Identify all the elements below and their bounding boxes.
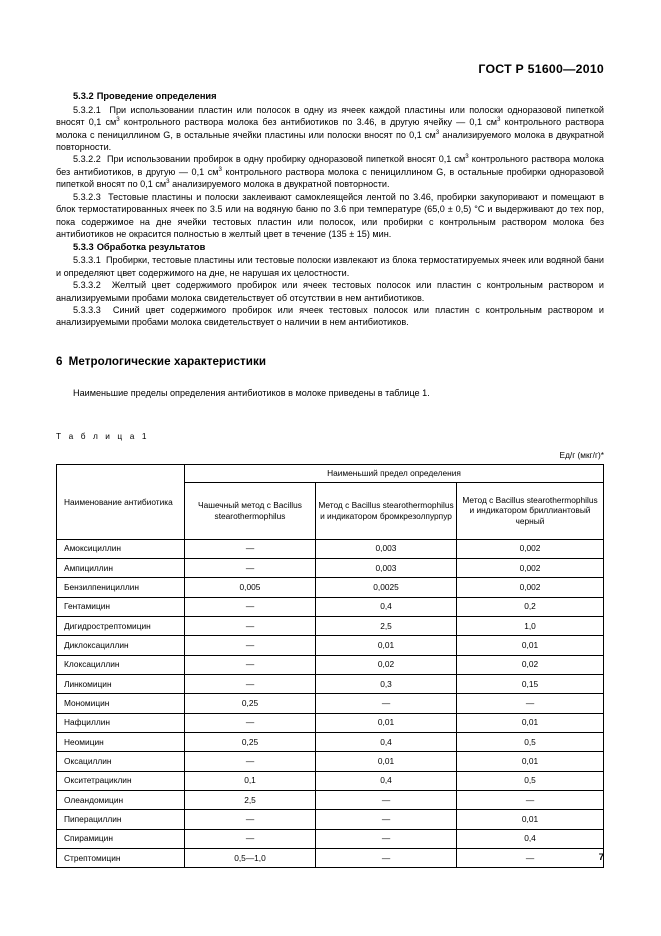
cell-antibiotic-name: Стрептомицин <box>57 849 185 868</box>
cell-detection-limit-3: 0,01 <box>457 713 604 732</box>
cell-detection-limit-2: — <box>316 791 457 810</box>
cell-detection-limit-1: — <box>185 616 316 635</box>
cell-detection-limit-3: 0,002 <box>457 539 604 558</box>
cell-detection-limit-3: 0,01 <box>457 752 604 771</box>
table-row <box>57 829 604 848</box>
cell-detection-limit-1: — <box>185 752 316 771</box>
paragraph-5-3-2-2 <box>56 153 604 190</box>
cell-detection-limit-1: — <box>185 636 316 655</box>
table-row <box>57 694 604 713</box>
cell-detection-limit-3: 0,5 <box>457 733 604 752</box>
heading-5-3-2 <box>56 90 604 104</box>
cell-antibiotic-name: Линкомицин <box>57 675 185 694</box>
table-row <box>57 597 604 616</box>
cell-detection-limit-1: — <box>185 597 316 616</box>
paragraph-5-3-2-3-text: Тестовые пластины и полоски заклеивают самоклеящейся лентой по 3.46, пробирки закупоривают и помещают в блок термостатированных ячеек по 3.5 или на водяную баню по 3.6 при температуре (65,0 ± 0,5) °С и выдерживают до тех пор, пока содержимое на дне ячейки тестовых пластин или полосок, или пробирки с контрольным раствором молока без антибиотиков не окрасится полностью в желтый цвет в течение (135 ± 15) мин. <box>56 191 604 240</box>
cell-antibiotic-name: Окситетрациклин <box>57 771 185 790</box>
body-text-block <box>56 90 604 399</box>
cell-detection-limit-2: 0,02 <box>316 655 457 674</box>
table-row <box>57 655 604 674</box>
cell-detection-limit-2: — <box>316 829 457 848</box>
cell-detection-limit-1: — <box>185 655 316 674</box>
table-row <box>57 558 604 577</box>
column-header-cup-method: Чашечный метод с Bacillus stearothermophilus <box>185 482 316 539</box>
page-content <box>56 0 604 936</box>
cell-detection-limit-3: 0,002 <box>457 558 604 577</box>
paragraph-5-3-3-1 <box>56 254 604 279</box>
cell-detection-limit-2: — <box>316 694 457 713</box>
cell-detection-limit-2: — <box>316 849 457 868</box>
page-number: 7 <box>598 852 604 863</box>
cell-detection-limit-3: — <box>457 694 604 713</box>
column-header-brilliant-black-method: Метод с Bacillus stearothermophilus и индикатором бриллиантовый черный <box>457 482 604 539</box>
cell-detection-limit-3: 0,01 <box>457 636 604 655</box>
paragraph-5-3-2-3 <box>56 191 604 241</box>
superscript-cubic-3: 3 <box>435 128 440 136</box>
paragraph-5-3-3-1-text: Пробирки, тестовые пластины или тестовые полоски извлекают из блока термостатируемых ячеек или водяной бани и определяют цвет содержимого на дне, не нарушая их целостности. <box>56 255 604 278</box>
paragraph-5-3-3-3 <box>56 304 604 329</box>
cell-antibiotic-name: Амоксициллин <box>57 539 185 558</box>
superscript-cubic-4: 3 <box>465 153 469 161</box>
table-units-note: Ед/г (мкг/г)* <box>559 450 604 460</box>
cell-detection-limit-2: 0,0025 <box>316 578 457 597</box>
cell-detection-limit-3: — <box>457 791 604 810</box>
superscript-cubic-1: 3 <box>116 116 120 124</box>
paragraph-5-3-3-3-text: Синий цвет содержимого пробирок или ячеек тестовых полосок или пластин с контрольным раствором и анализируемыми пробами молока свидетельствует о наличии в нем антибиотиков. <box>56 304 604 328</box>
heading-clause-6-title: Метрологические характеристики <box>68 354 267 368</box>
cell-detection-limit-3: 0,5 <box>457 771 604 790</box>
paragraph-5-3-2-2-part-c: контрольного раствора молока с пенициллином G, в остальные пробирки одноразовой пипеткой вносят по 0,1 см <box>56 166 604 190</box>
cell-detection-limit-2: 2,5 <box>316 616 457 635</box>
heading-5-3-3-number: 5.3.3 <box>73 241 94 252</box>
paragraph-5-3-2-1-part-a: При использовании пластин или полосок в одну из ячеек каждой пластины или полоски одноразовой пипеткой вносят 0,1 см <box>56 104 604 128</box>
running-header-standard-number: ГОСТ Р 51600—2010 <box>478 62 604 76</box>
cell-detection-limit-2: 0,003 <box>316 539 457 558</box>
table-row <box>57 771 604 790</box>
cell-detection-limit-1: 0,5—1,0 <box>185 849 316 868</box>
cell-antibiotic-name: Дигидрострептомицин <box>57 616 185 635</box>
table-row <box>57 752 604 771</box>
superscript-cubic-2: 3 <box>497 116 501 124</box>
cell-detection-limit-3: 0,2 <box>457 597 604 616</box>
cell-detection-limit-1: — <box>185 558 316 577</box>
cell-detection-limit-1: — <box>185 539 316 558</box>
cell-detection-limit-3: 0,4 <box>457 829 604 848</box>
cell-detection-limit-2: 0,003 <box>316 558 457 577</box>
cell-detection-limit-2: 0,4 <box>316 771 457 790</box>
paragraph-5-3-2-1-part-c: контрольного раствора молока с пенициллином G, в остальные ячейки пластины или полоски вносят по 0,1 см <box>56 117 604 140</box>
heading-5-3-2-text: Проведение определения <box>96 91 217 101</box>
cell-antibiotic-name: Ампициллин <box>57 558 185 577</box>
heading-5-3-3 <box>56 241 604 255</box>
cell-detection-limit-3: 0,15 <box>457 675 604 694</box>
table-row <box>57 616 604 635</box>
table-header <box>57 465 604 540</box>
table-row <box>57 578 604 597</box>
cell-antibiotic-name: Нафциллин <box>57 713 185 732</box>
table-row <box>57 636 604 655</box>
cell-detection-limit-2: 0,4 <box>316 733 457 752</box>
superscript-cubic-5: 3 <box>218 165 222 173</box>
paragraph-5-3-2-1-part-d: анализируемого молока в двукратной повторности. <box>56 129 604 152</box>
heading-clause-6 <box>56 355 604 368</box>
cell-detection-limit-1: — <box>185 713 316 732</box>
table-row <box>57 791 604 810</box>
paragraph-5-3-2-2-part-a: При использовании пробирок в одну пробирку одноразовой пипеткой вносят 0,1 см <box>106 154 466 165</box>
paragraph-5-3-3-2 <box>56 279 604 304</box>
cell-detection-limit-1: — <box>185 810 316 829</box>
paragraph-5-3-3-1-number: 5.3.3.1 <box>73 255 101 266</box>
paragraph-5-3-2-2-part-d: анализируемого молока в двукратной повторности. <box>169 179 390 190</box>
heading-5-3-3-text: Обработка результатов <box>96 241 206 252</box>
heading-clause-6-number: 6 <box>56 354 63 368</box>
cell-antibiotic-name: Пиперациллин <box>57 810 185 829</box>
cell-detection-limit-1: 0,25 <box>185 694 316 713</box>
heading-5-3-2-number: 5.3.2 <box>73 91 94 101</box>
cell-detection-limit-1: 0,005 <box>185 578 316 597</box>
paragraph-5-3-2-3-number: 5.3.2.3 <box>73 191 101 202</box>
cell-detection-limit-3: — <box>457 849 604 868</box>
cell-antibiotic-name: Клоксациллин <box>57 655 185 674</box>
cell-detection-limit-2: 0,01 <box>316 713 457 732</box>
cell-antibiotic-name: Неомицин <box>57 733 185 752</box>
cell-antibiotic-name: Мономицин <box>57 694 185 713</box>
cell-detection-limit-2: 0,4 <box>316 597 457 616</box>
table-row <box>57 810 604 829</box>
column-header-antibiotic-name: Наименование антибиотика <box>57 465 185 540</box>
cell-antibiotic-name: Оксациллин <box>57 752 185 771</box>
table-row <box>57 849 604 868</box>
paragraph-5-3-2-2-number: 5.3.2.2 <box>73 154 101 165</box>
paragraph-5-3-2-1 <box>56 104 604 154</box>
cell-detection-limit-3: 0,002 <box>457 578 604 597</box>
superscript-cubic-6: 3 <box>166 178 170 186</box>
cell-detection-limit-3: 0,01 <box>457 810 604 829</box>
paragraph-5-3-2-2-part-b: контрольного раствора молока без антибиотиков, в другую — 0,1 см <box>56 154 604 177</box>
table-caption: Т а б л и ц а 1 <box>56 431 150 441</box>
table-body <box>57 539 604 868</box>
cell-detection-limit-2: 0,01 <box>316 636 457 655</box>
table-row <box>57 733 604 752</box>
column-header-detection-limit-group: Наименьший предел определения <box>185 465 604 483</box>
cell-detection-limit-3: 1,0 <box>457 616 604 635</box>
cell-detection-limit-2: 0,01 <box>316 752 457 771</box>
cell-detection-limit-1: — <box>185 675 316 694</box>
cell-antibiotic-name: Олеандомицин <box>57 791 185 810</box>
cell-detection-limit-1: 0,25 <box>185 733 316 752</box>
antibiotic-detection-limits-table <box>56 464 604 868</box>
paragraph-5-3-3-2-text: Желтый цвет содержимого пробирок или ячеек тестовых полосок или пластин с контрольным раствором и анализируемыми пробами молока свидетельствует об отсутствии в нем антибиотиков. <box>56 280 604 303</box>
cell-antibiotic-name: Гентамицин <box>57 597 185 616</box>
paragraph-5-3-2-1-part-b: контрольного раствора молока без антибиотиков по 3.46, в другую ячейку — 0,1 см <box>119 117 497 128</box>
paragraph-table-intro: Наименьшие пределы определения антибиотиков в молоке приведены в таблице 1. <box>73 387 430 398</box>
cell-antibiotic-name: Спирамицин <box>57 829 185 848</box>
cell-detection-limit-2: 0,3 <box>316 675 457 694</box>
paragraph-5-3-3-2-number: 5.3.3.2 <box>73 280 101 291</box>
column-header-bromcresol-purple-method: Метод с Bacillus stearothermophilus и индикатором бромкрезолпурпур <box>316 482 457 539</box>
cell-detection-limit-1: 0,1 <box>185 771 316 790</box>
cell-detection-limit-1: — <box>185 829 316 848</box>
cell-detection-limit-2: — <box>316 810 457 829</box>
table-header-row-1 <box>57 465 604 483</box>
paragraph-5-3-3-3-number: 5.3.3.3 <box>73 304 101 315</box>
cell-detection-limit-3: 0,02 <box>457 655 604 674</box>
table-row <box>57 675 604 694</box>
cell-detection-limit-1: 2,5 <box>185 791 316 810</box>
paragraph-5-3-2-1-number: 5.3.2.1 <box>73 104 101 115</box>
cell-antibiotic-name: Диклоксациллин <box>57 636 185 655</box>
table-row <box>57 539 604 558</box>
cell-antibiotic-name: Бензилпенициллин <box>57 578 185 597</box>
table-row <box>57 713 604 732</box>
